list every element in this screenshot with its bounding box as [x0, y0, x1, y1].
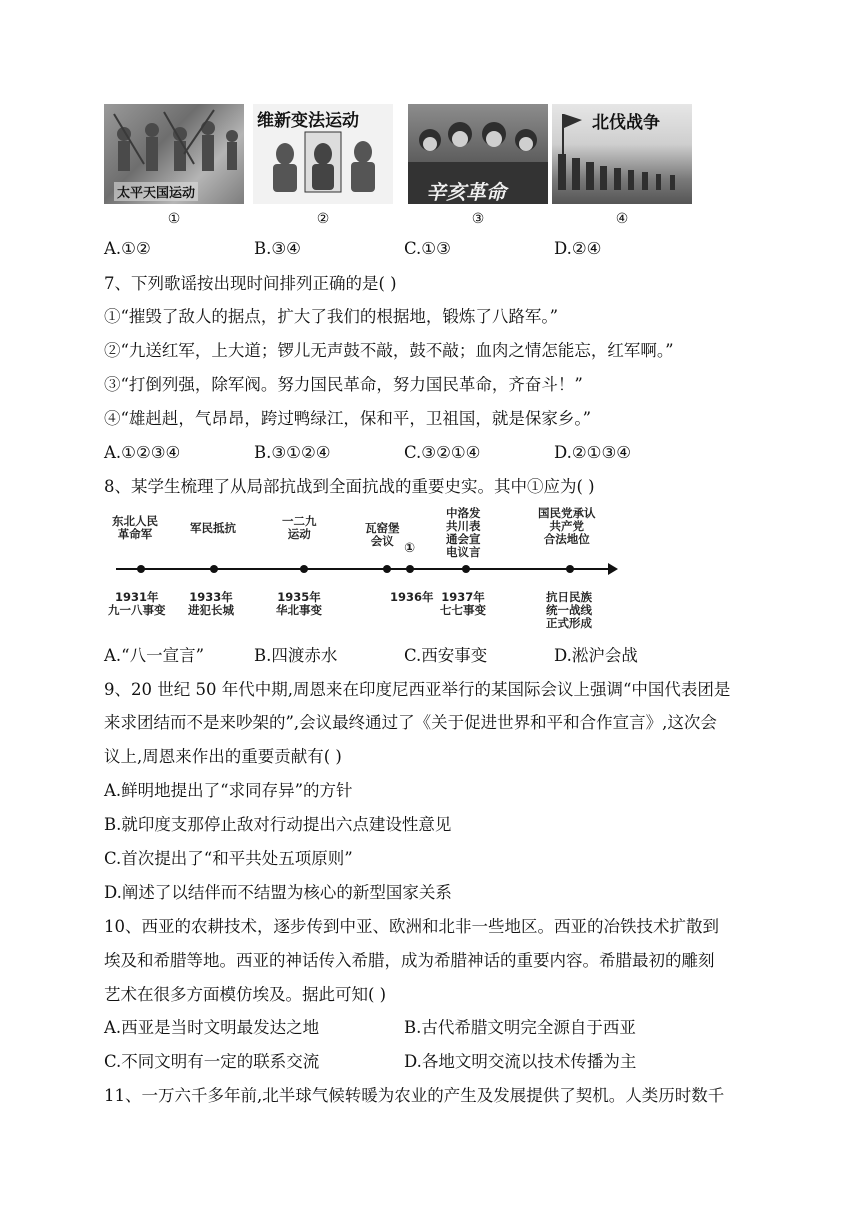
- q7-item-1: ①“摧毁了敌人的据点，扩大了我们的根据地，锻炼了八路军。”: [104, 307, 559, 326]
- q10-option-a[interactable]: A.西亚是当时文明最发达之地: [104, 1018, 320, 1037]
- timeline-figure: [104, 505, 624, 635]
- q9-stem-line-2: 来求团结而不是来吵架的”,会议最终通过了《关于促进世界和平和合作宣言》,这次会: [104, 713, 717, 732]
- photo-caption-2: 维新变法运动: [257, 111, 359, 131]
- photo-caption-3: 辛亥革命: [426, 180, 506, 204]
- tl-top-4: 瓦窑堡 会议: [365, 521, 400, 548]
- tl-bottom-1: 1931年 九一八事变: [108, 590, 166, 617]
- marching-soldiers-icon: [552, 104, 692, 204]
- q9-option-a[interactable]: A.鲜明地提出了“求同存异”的方针: [104, 781, 353, 800]
- photo-northern-expedition: [552, 104, 692, 204]
- tl-bottom-2: 1933年 进犯长城: [188, 590, 234, 617]
- q10-option-c[interactable]: C.不同文明有一定的联系交流: [104, 1052, 320, 1071]
- photo-taiping: [104, 104, 244, 204]
- q8-option-c[interactable]: C.西安事变: [404, 646, 488, 665]
- q10-stem-line-3: 艺术在很多方面模仿埃及。据此可知( ): [104, 985, 387, 1004]
- timeline-axis: [116, 568, 610, 570]
- q7-option-c[interactable]: C.③②①④: [404, 443, 481, 462]
- photo-caption-1: 太平天国运动: [114, 182, 198, 201]
- q10-stem-line-2: 埃及和希腊等地。西亚的神话传入希腊，成为希腊神话的重要内容。希腊最初的雕刻: [104, 951, 715, 970]
- tl-dot: [406, 565, 414, 573]
- photo-num-3: ③: [471, 211, 485, 227]
- q7-item-3: ③“打倒列强，除军阀。努力国民革命，努力国民革命，齐奋斗！”: [104, 375, 583, 394]
- photo-reform: [253, 104, 393, 204]
- photo-num-1: ①: [167, 211, 181, 227]
- tl-bottom-4: 1936年: [390, 590, 434, 604]
- tl-bottom-6: 抗日民族 统一战线 正式形成: [546, 590, 592, 630]
- q6-option-b[interactable]: B.③④: [254, 239, 301, 258]
- q6-option-d[interactable]: D.②④: [554, 239, 602, 258]
- q9-option-c[interactable]: C.首次提出了“和平共处五项原则”: [104, 849, 353, 868]
- photo-num-4: ④: [615, 211, 629, 227]
- q8-stem: 8、某学生梳理了从局部抗战到全面抗战的重要史实。其中①应为( ): [104, 477, 595, 496]
- q9-option-d[interactable]: D.阐述了以结伴而不结盟为核心的新型国家关系: [104, 883, 452, 902]
- photo-num-2: ②: [316, 211, 330, 227]
- q9-stem-line-3: 议上,周恩来作出的重要贡献有( ): [104, 747, 342, 766]
- timeline-arrow-icon: [608, 563, 618, 575]
- q6-option-c[interactable]: C.①③: [404, 239, 451, 258]
- portraits-icon: [253, 104, 393, 204]
- q8-option-d[interactable]: D.淞沪会战: [554, 646, 638, 665]
- tl-top-1: 东北人民 革命军: [112, 514, 158, 541]
- q6-option-a[interactable]: A.①②: [104, 239, 151, 258]
- q7-item-4: ④“雄赳赳，气昂昂，跨过鸭绿江，保和平，卫祖国，就是保家乡。”: [104, 409, 592, 428]
- q7-item-2: ②“九送红军，上大道；锣儿无声鼓不敲，鼓不敲；血肉之情怎能忘，红军啊。”: [104, 341, 674, 360]
- tl-dot: [137, 565, 145, 573]
- q8-option-b[interactable]: B.四渡赤水: [254, 646, 338, 665]
- tl-top-2: 军民抵抗: [190, 521, 236, 535]
- tl-top-6: 中洛发 共川表 通会宣 电议言: [446, 506, 481, 559]
- tl-top-7: 国民党承认 共产党 合法地位: [538, 506, 596, 546]
- tl-bottom-5: 1937年 七七事变: [440, 590, 486, 617]
- q10-option-b[interactable]: B.古代希腊文明完全源自于西亚: [404, 1018, 636, 1037]
- q7-option-a[interactable]: A.①②③④: [104, 443, 181, 462]
- tl-dot: [210, 565, 218, 573]
- q7-option-d[interactable]: D.②①③④: [554, 443, 632, 462]
- tl-dot: [462, 565, 470, 573]
- q9-stem-line-1: 9、20 世纪 50 年代中期,周恩来在印度尼西亚举行的某国际会议上强调“中国代表团是: [104, 680, 731, 699]
- q8-option-a[interactable]: A.“八一宣言”: [104, 646, 205, 665]
- tl-dot: [300, 565, 308, 573]
- photo-caption-4: 北伐战争: [592, 113, 660, 133]
- tl-bottom-3: 1935年 华北事变: [276, 590, 322, 617]
- tl-dot: [566, 565, 574, 573]
- tl-dot: [383, 565, 391, 573]
- q11-stem-line-1: 11、一万六千多年前,北半球气候转暖为农业的产生及发展提供了契机。人类历时数千: [104, 1086, 725, 1105]
- q7-stem: 7、下列歌谣按出现时间排列正确的是( ): [104, 274, 397, 293]
- q10-stem-line-1: 10、西亚的农耕技术，逐步传到中亚、欧洲和北非一些地区。西亚的冶铁技术扩散到: [104, 917, 719, 936]
- q7-option-b[interactable]: B.③①②④: [254, 443, 331, 462]
- photo-xinhai: [408, 104, 548, 204]
- tl-top-5: ①: [404, 541, 416, 556]
- q10-option-d[interactable]: D.各地文明交流以技术传播为主: [404, 1052, 637, 1071]
- q9-option-b[interactable]: B.就印度支那停止敌对行动提出六点建设性意见: [104, 815, 452, 834]
- tl-top-3: 一二九 运动: [282, 514, 317, 541]
